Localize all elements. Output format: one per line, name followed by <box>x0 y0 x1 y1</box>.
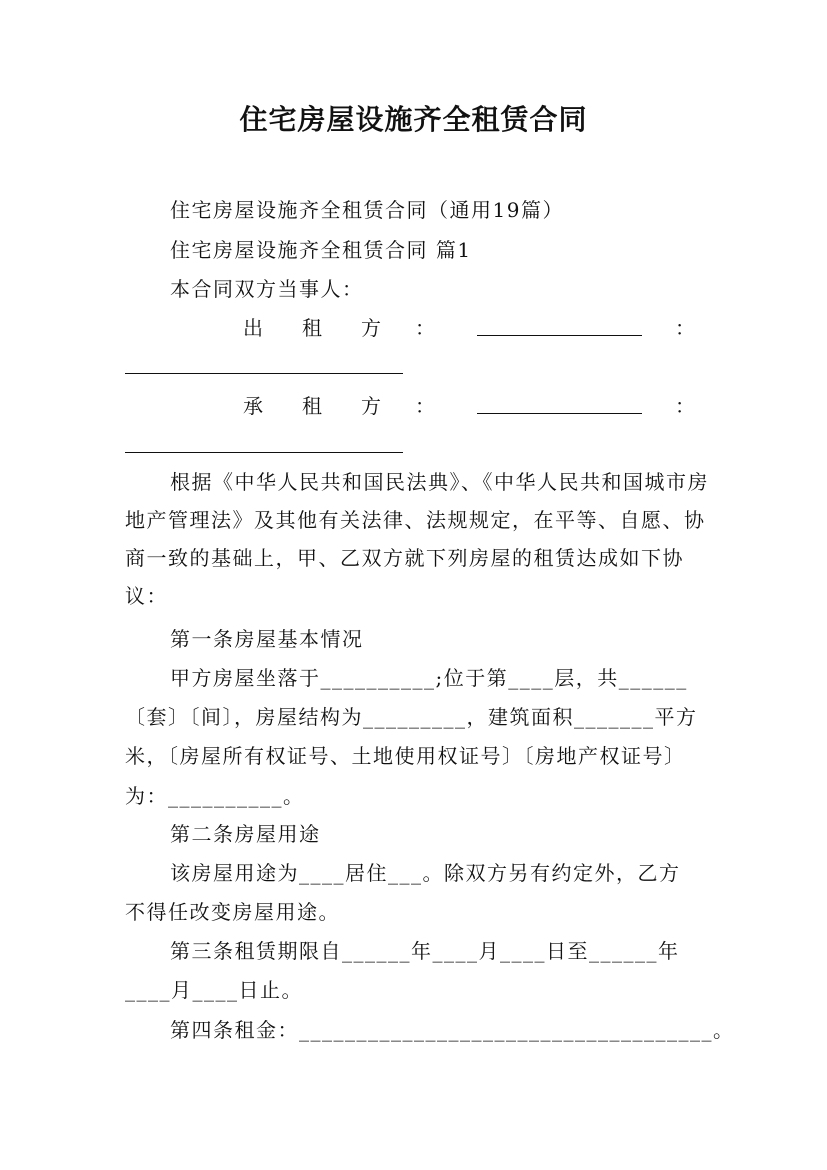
lessor-colon-2: ： <box>675 316 695 340</box>
article-2-line: 不得任改变房屋用途。 <box>125 900 340 924</box>
basis-paragraph <box>125 463 710 615</box>
lessor-address-blank <box>125 373 403 374</box>
article-1-title: 第一条房屋基本情况 <box>170 627 364 651</box>
section-heading: 住宅房屋设施齐全租赁合同 篇1 <box>170 238 472 262</box>
article-3-line: 第三条租赁期限自______年____月____日至______年 <box>170 939 680 963</box>
lessee-label-char: 承 <box>243 394 263 418</box>
lessee-address-blank <box>125 452 403 453</box>
lessor-label-char: 出 <box>243 316 263 340</box>
article-2-title: 第二条房屋用途 <box>170 822 321 846</box>
lessee-colon: ： <box>415 394 435 418</box>
parties-intro: 本合同双方当事人： <box>170 277 364 301</box>
basis-text: 根据《中华人民共和国民法典》、《中华人民共和国城市房地产管理法》及其他有关法律、法规规定，在平等、自愿、协商一致的基础上，甲、乙双方就下列房屋的租赁达成如下协议： <box>125 470 709 608</box>
article-1-line: 为：__________。 <box>125 784 305 808</box>
subtitle: 住宅房屋设施齐全租赁合同（通用19篇） <box>170 198 564 222</box>
lessor-colon: ： <box>415 316 435 340</box>
lessor-label-char: 方 <box>361 316 381 340</box>
article-3-line: ____月____日止。 <box>125 978 303 1002</box>
document-title: 住宅房屋设施齐全租赁合同 <box>239 103 588 136</box>
lessor-row <box>125 309 710 347</box>
article-2-line: 该房屋用途为____居住___。除双方另有约定外，乙方 <box>170 861 681 885</box>
lessee-row <box>125 387 710 425</box>
article-1-line: 甲方房屋坐落于__________;位于第____层，共______ <box>170 666 688 690</box>
article-1-line: 〔套〕〔间〕，房屋结构为_________，建筑面积_______平方 <box>125 705 698 729</box>
lessor-name-blank <box>477 335 642 336</box>
lessee-label-char: 方 <box>361 394 381 418</box>
lessee-name-blank <box>477 413 642 414</box>
lessee-colon-2: ： <box>675 394 695 418</box>
lessee-label-char: 租 <box>302 394 322 418</box>
article-4-line: 第四条租金：____________________________________。 <box>170 1018 735 1042</box>
article-1-line: 米，〔房屋所有权证号、土地使用权证号〕〔房地产权证号〕 <box>125 744 686 768</box>
lessor-label-char: 租 <box>302 316 322 340</box>
